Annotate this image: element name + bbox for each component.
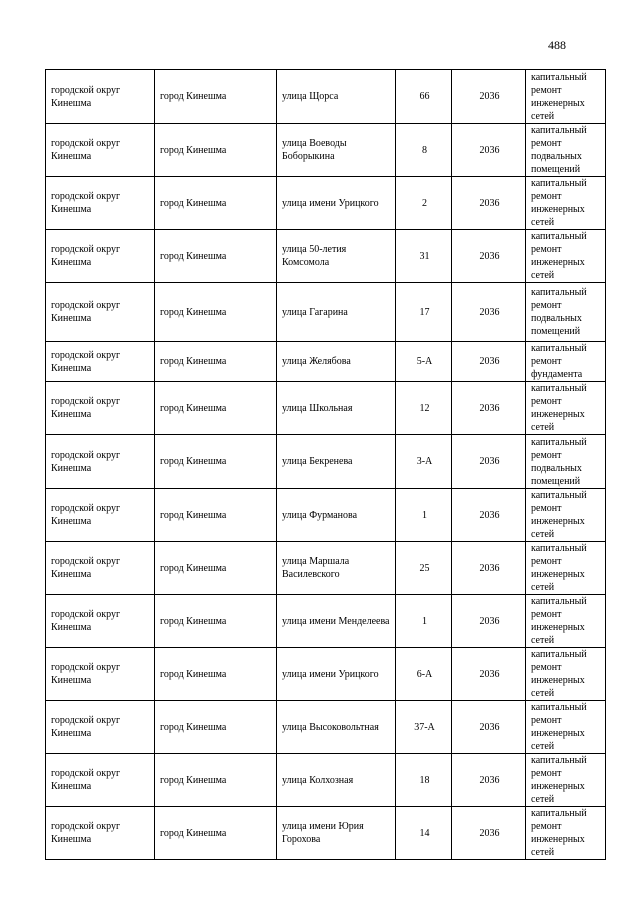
street-cell: улица имени Менделеева: [277, 595, 396, 648]
okrug-cell: городской округ Кинешма: [46, 595, 155, 648]
year-cell: 2036: [452, 435, 526, 489]
house-number-cell: 5-А: [396, 342, 452, 382]
city-cell: город Кинешма: [155, 542, 277, 595]
work-type-cell: капитальный ремонт инженерных сетей: [526, 489, 606, 542]
page-number: 488: [548, 38, 566, 52]
street-cell: улица имени Урицкого: [277, 177, 396, 230]
work-type-cell: капитальный ремонт инженерных сетей: [526, 595, 606, 648]
okrug-cell: городской округ Кинешма: [46, 489, 155, 542]
city-cell: город Кинешма: [155, 435, 277, 489]
house-number-cell: 1: [396, 489, 452, 542]
house-number-cell: 3-А: [396, 435, 452, 489]
house-number-cell: 31: [396, 230, 452, 283]
year-cell: 2036: [452, 701, 526, 754]
okrug-cell: городской округ Кинешма: [46, 807, 155, 860]
okrug-cell: городской округ Кинешма: [46, 435, 155, 489]
table-row: [46, 807, 606, 860]
work-type-cell: капитальный ремонт инженерных сетей: [526, 701, 606, 754]
okrug-cell: городской округ Кинешма: [46, 124, 155, 177]
table-row: [46, 701, 606, 754]
city-cell: город Кинешма: [155, 230, 277, 283]
work-type-cell: капитальный ремонт инженерных сетей: [526, 542, 606, 595]
city-cell: город Кинешма: [155, 342, 277, 382]
okrug-cell: городской округ Кинешма: [46, 283, 155, 342]
table-row: [46, 382, 606, 435]
year-cell: 2036: [452, 648, 526, 701]
year-cell: 2036: [452, 70, 526, 124]
house-number-cell: 14: [396, 807, 452, 860]
street-cell: улица имени Урицкого: [277, 648, 396, 701]
table-row: [46, 754, 606, 807]
house-number-cell: 66: [396, 70, 452, 124]
street-cell: улица Бекренева: [277, 435, 396, 489]
house-number-cell: 18: [396, 754, 452, 807]
year-cell: 2036: [452, 177, 526, 230]
street-cell: улица Колхозная: [277, 754, 396, 807]
register-table: [45, 69, 606, 860]
table-row: [46, 342, 606, 382]
work-type-cell: капитальный ремонт фундамента: [526, 342, 606, 382]
house-number-cell: 37-А: [396, 701, 452, 754]
house-number-cell: 25: [396, 542, 452, 595]
house-number-cell: 17: [396, 283, 452, 342]
year-cell: 2036: [452, 382, 526, 435]
work-type-cell: капитальный ремонт инженерных сетей: [526, 177, 606, 230]
okrug-cell: городской округ Кинешма: [46, 177, 155, 230]
work-type-cell: капитальный ремонт инженерных сетей: [526, 70, 606, 124]
table-row: [46, 542, 606, 595]
city-cell: город Кинешма: [155, 754, 277, 807]
city-cell: город Кинешма: [155, 701, 277, 754]
okrug-cell: городской округ Кинешма: [46, 230, 155, 283]
table-row: [46, 177, 606, 230]
city-cell: город Кинешма: [155, 489, 277, 542]
okrug-cell: городской округ Кинешма: [46, 754, 155, 807]
table-row: [46, 648, 606, 701]
street-cell: улица Желябова: [277, 342, 396, 382]
okrug-cell: городской округ Кинешма: [46, 701, 155, 754]
register-table-body: [46, 70, 606, 860]
city-cell: город Кинешма: [155, 382, 277, 435]
work-type-cell: капитальный ремонт подвальных помещений: [526, 124, 606, 177]
street-cell: улица 50-летия Комсомола: [277, 230, 396, 283]
street-cell: улица Школьная: [277, 382, 396, 435]
street-cell: улица имени Юрия Горохова: [277, 807, 396, 860]
table-row: [46, 489, 606, 542]
okrug-cell: городской округ Кинешма: [46, 648, 155, 701]
city-cell: город Кинешма: [155, 648, 277, 701]
year-cell: 2036: [452, 489, 526, 542]
city-cell: город Кинешма: [155, 283, 277, 342]
work-type-cell: капитальный ремонт инженерных сетей: [526, 754, 606, 807]
year-cell: 2036: [452, 542, 526, 595]
work-type-cell: капитальный ремонт подвальных помещений: [526, 283, 606, 342]
okrug-cell: городской округ Кинешма: [46, 342, 155, 382]
okrug-cell: городской округ Кинешма: [46, 70, 155, 124]
table-row: [46, 230, 606, 283]
work-type-cell: капитальный ремонт инженерных сетей: [526, 382, 606, 435]
table-row: [46, 283, 606, 342]
house-number-cell: 6-А: [396, 648, 452, 701]
street-cell: улица Маршала Василевского: [277, 542, 396, 595]
city-cell: город Кинешма: [155, 807, 277, 860]
street-cell: улица Гагарина: [277, 283, 396, 342]
city-cell: город Кинешма: [155, 595, 277, 648]
table-row: [46, 124, 606, 177]
city-cell: город Кинешма: [155, 177, 277, 230]
okrug-cell: городской округ Кинешма: [46, 542, 155, 595]
table-row: [46, 70, 606, 124]
street-cell: улица Высоковольтная: [277, 701, 396, 754]
work-type-cell: капитальный ремонт инженерных сетей: [526, 648, 606, 701]
city-cell: город Кинешма: [155, 70, 277, 124]
table-row: [46, 435, 606, 489]
year-cell: 2036: [452, 283, 526, 342]
year-cell: 2036: [452, 754, 526, 807]
work-type-cell: капитальный ремонт инженерных сетей: [526, 230, 606, 283]
year-cell: 2036: [452, 230, 526, 283]
street-cell: улица Фурманова: [277, 489, 396, 542]
work-type-cell: капитальный ремонт подвальных помещений: [526, 435, 606, 489]
house-number-cell: 12: [396, 382, 452, 435]
table-row: [46, 595, 606, 648]
house-number-cell: 1: [396, 595, 452, 648]
year-cell: 2036: [452, 807, 526, 860]
year-cell: 2036: [452, 342, 526, 382]
street-cell: улица Воеводы Боборыкина: [277, 124, 396, 177]
house-number-cell: 8: [396, 124, 452, 177]
year-cell: 2036: [452, 595, 526, 648]
okrug-cell: городской округ Кинешма: [46, 382, 155, 435]
house-number-cell: 2: [396, 177, 452, 230]
street-cell: улица Щорса: [277, 70, 396, 124]
year-cell: 2036: [452, 124, 526, 177]
work-type-cell: капитальный ремонт инженерных сетей: [526, 807, 606, 860]
city-cell: город Кинешма: [155, 124, 277, 177]
